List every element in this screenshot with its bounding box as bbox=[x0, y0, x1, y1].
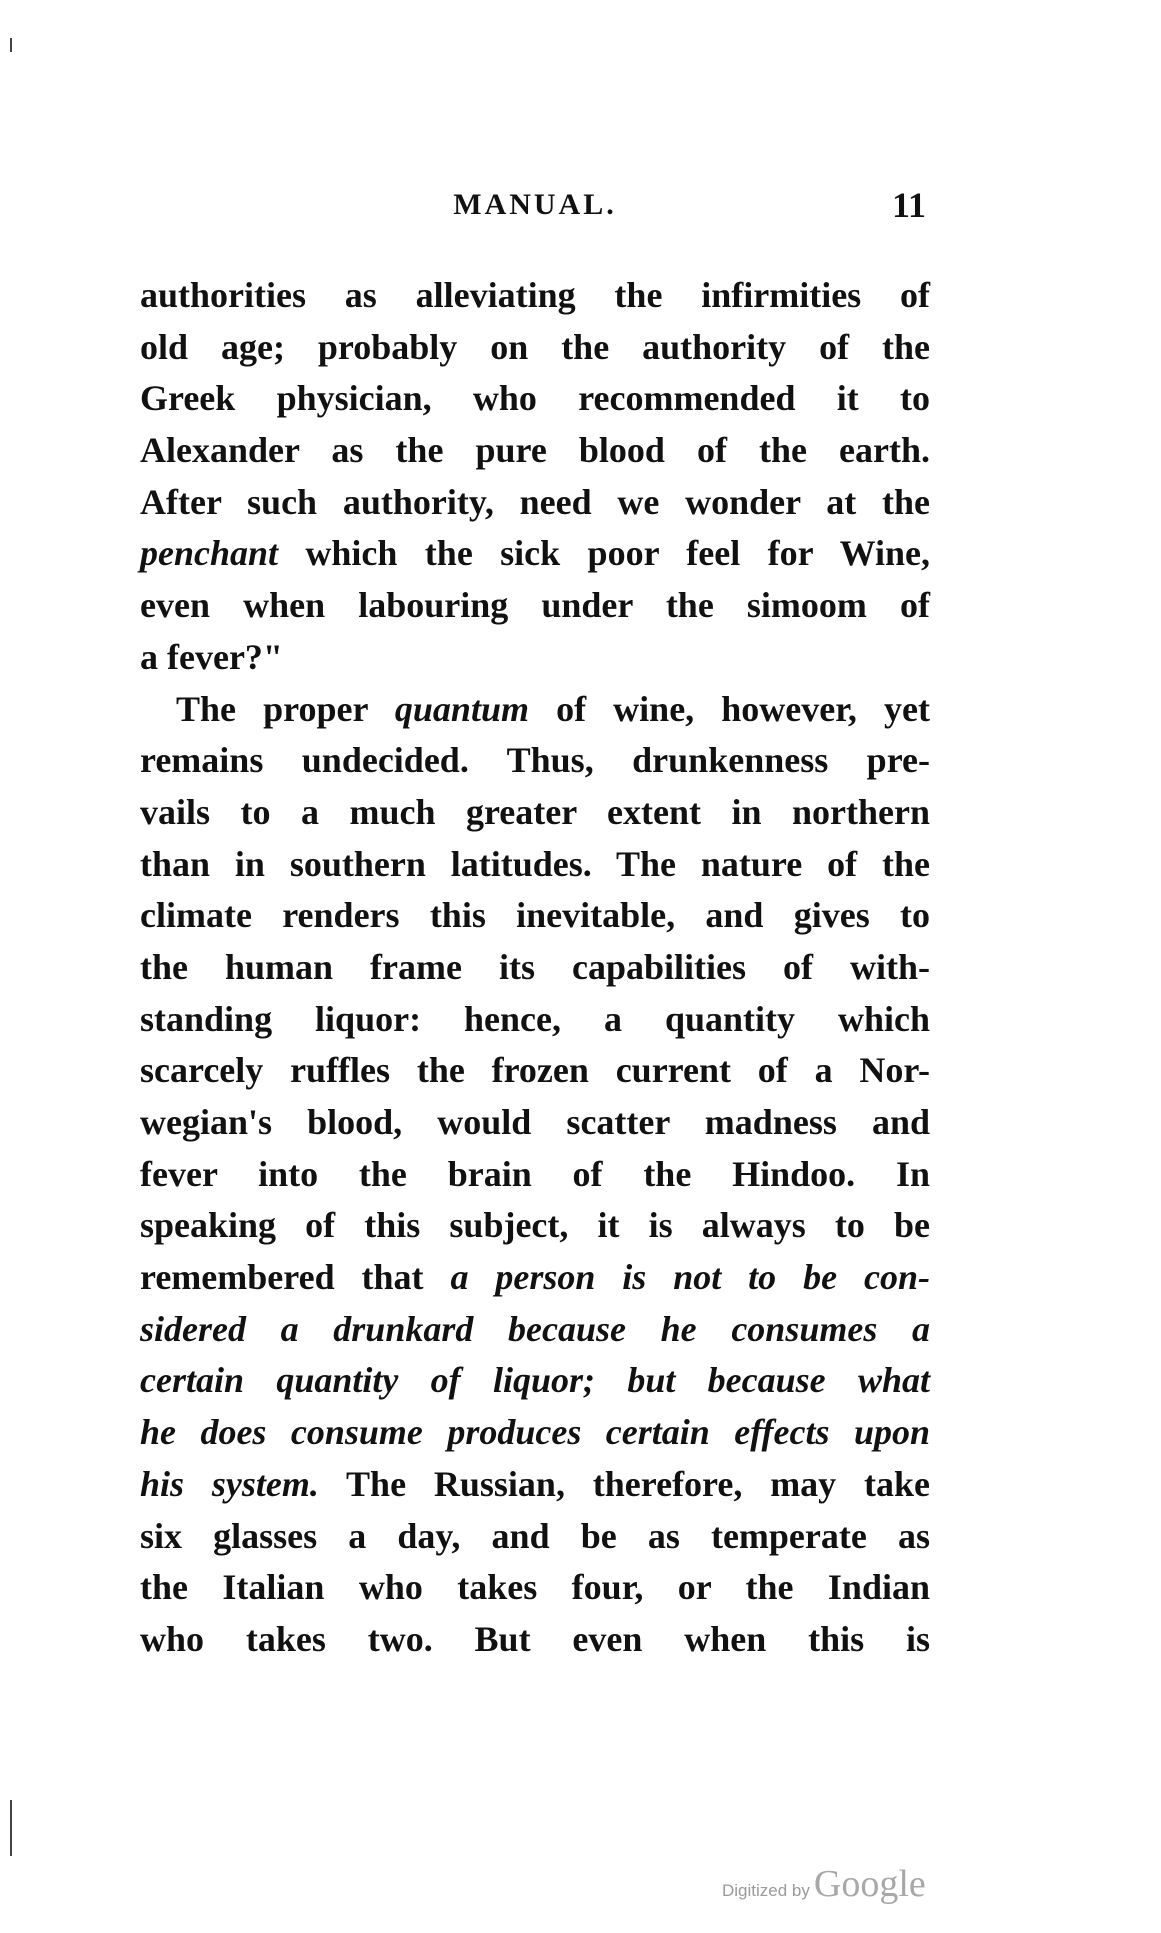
italic-run: a person is not to be con- bbox=[450, 1257, 930, 1298]
text-line bbox=[140, 1252, 930, 1304]
italic-run: sidered a drunkard because he consumes a bbox=[140, 1308, 930, 1349]
text-line bbox=[140, 1355, 930, 1407]
text-line bbox=[140, 528, 930, 580]
digitized-watermark bbox=[722, 1862, 926, 1906]
text-line bbox=[140, 1562, 930, 1614]
text-run: the Italian who takes four, or the Indian bbox=[140, 1567, 930, 1608]
text-run: fever into the brain of the Hindoo. In bbox=[140, 1153, 930, 1194]
google-logo: Google bbox=[813, 1863, 926, 1905]
text-run: of wine, however, yet bbox=[528, 688, 930, 729]
text-line bbox=[140, 477, 930, 529]
text-line bbox=[140, 270, 930, 322]
text-line bbox=[140, 1511, 930, 1563]
page-number: 11 bbox=[891, 185, 926, 225]
text-line bbox=[140, 735, 930, 787]
text-line bbox=[140, 1407, 930, 1459]
text-run: authorities as alleviating the infirmities of bbox=[140, 275, 930, 315]
text-line bbox=[140, 942, 930, 994]
text-run: remains undecided. Thus, drunkenness pre- bbox=[140, 740, 930, 781]
text-run: six glasses a day, and be as temperate as bbox=[140, 1515, 930, 1556]
text-run: Greek physician, who recommended it to bbox=[140, 378, 930, 419]
italic-run: he does consume produces certain effects upon bbox=[140, 1412, 930, 1453]
text-line bbox=[140, 322, 930, 374]
text-run: climate renders this inevitable, and gives to bbox=[140, 895, 930, 936]
text-run: a fever?" bbox=[140, 636, 283, 677]
text-run: the human frame its capabilities of with- bbox=[140, 946, 930, 987]
text-line bbox=[140, 1304, 930, 1356]
text-line bbox=[140, 1200, 930, 1252]
text-run: After such authority, need we wonder at the bbox=[140, 481, 930, 522]
italic-run: quantum bbox=[394, 688, 529, 729]
text-line bbox=[140, 684, 930, 736]
scan-margin-mark-top bbox=[10, 38, 12, 52]
text-run: speaking of this subject, it is always to be bbox=[140, 1205, 930, 1246]
text-line bbox=[140, 994, 930, 1046]
text-line bbox=[140, 1097, 930, 1149]
text-run: Alexander as the pure blood of the earth. bbox=[140, 430, 930, 471]
page-header bbox=[140, 185, 930, 238]
text-line bbox=[140, 1459, 930, 1511]
text-line bbox=[140, 787, 930, 839]
italic-run: his system. bbox=[140, 1463, 319, 1504]
text-line bbox=[140, 373, 930, 425]
text-run: even when labouring under the simoom of bbox=[140, 585, 930, 626]
text-run: wegian's blood, would scatter madness and bbox=[140, 1102, 930, 1142]
watermark-prefix: Digitized by bbox=[722, 1881, 810, 1900]
italic-run: penchant bbox=[140, 533, 279, 574]
text-line bbox=[140, 890, 930, 942]
scan-margin-mark-bottom bbox=[10, 1800, 12, 1856]
text-line bbox=[140, 425, 930, 477]
text-run: The proper bbox=[176, 688, 395, 729]
text-run: remembered that bbox=[140, 1257, 451, 1298]
text-run: standing liquor: hence, a quantity which bbox=[140, 998, 930, 1039]
text-run: which the sick poor feel for Wine, bbox=[278, 533, 930, 574]
text-line bbox=[140, 1045, 930, 1097]
text-line bbox=[140, 1149, 930, 1201]
text-line bbox=[140, 839, 930, 891]
text-run: scarcely ruffles the frozen current of a Nor- bbox=[140, 1050, 930, 1091]
text-run: than in southern latitudes. The nature of the bbox=[140, 843, 930, 884]
text-line bbox=[140, 580, 930, 632]
text-line bbox=[140, 632, 930, 684]
body-text bbox=[140, 270, 930, 1666]
text-run: who takes two. But even when this is bbox=[140, 1618, 930, 1659]
running-head: MANUAL. bbox=[453, 188, 617, 221]
text-line bbox=[140, 1614, 930, 1666]
text-run: old age; probably on the authority of the bbox=[140, 326, 930, 367]
italic-run: certain quantity of liquor; but because what bbox=[140, 1360, 930, 1401]
text-run: The Russian, therefore, may take bbox=[318, 1463, 931, 1504]
text-run: vails to a much greater extent in northern bbox=[140, 791, 930, 832]
